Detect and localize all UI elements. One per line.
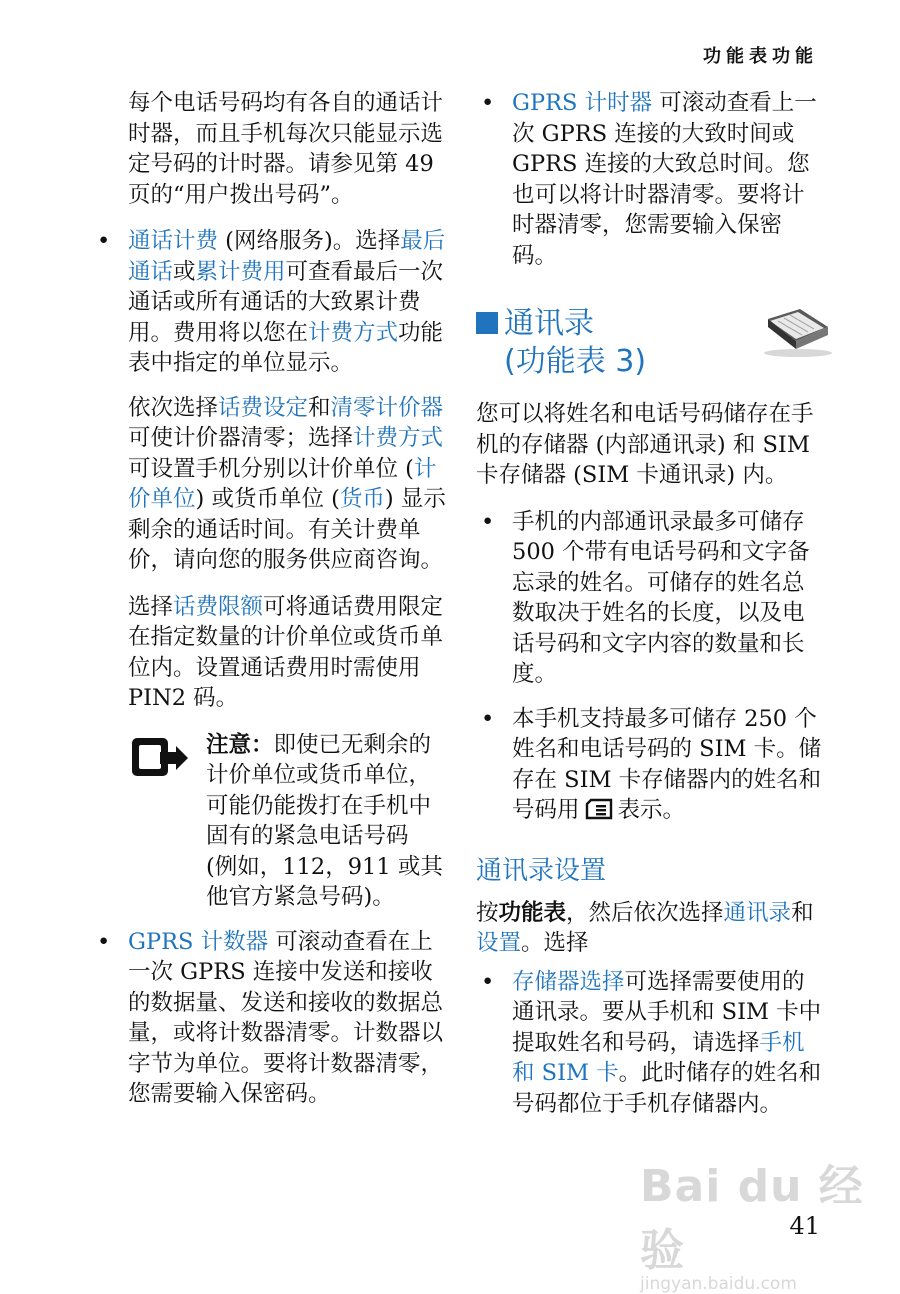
- text-run: 。选择: [521, 930, 589, 956]
- bullet-sim-support: [476, 704, 826, 826]
- menu-link-phonebook: 通讯录: [723, 899, 792, 926]
- text-run: 按: [476, 899, 499, 926]
- text-run: 可滚动查看在上一次 GPRS 连接中发送和接收的数据量、发送和接收的数据总量，或将计数器清零。计数器以字节为单位。要将计数器清零，您需要输入保密码。: [128, 928, 444, 1107]
- menu-link-total-cost: 累计费用: [195, 258, 286, 285]
- page-number: 41: [789, 1212, 820, 1240]
- text-run: 本手机支持最多可储存 250 个姓名和电话号码的 SIM 卡。储存在 SIM 卡存储器内的姓名和号码用: [512, 705, 822, 823]
- bullet-dot: •: [481, 705, 495, 732]
- menu-link-last-call: 最后通话: [128, 228, 446, 285]
- bullet-gprs-timer: [476, 88, 826, 271]
- baidu-watermark: [640, 1150, 870, 1294]
- menu-link-charging-mode: 计费方式: [308, 319, 399, 346]
- running-header: 功能表功能: [703, 46, 818, 67]
- bullet-gprs-counter: [92, 927, 446, 1110]
- menu-link-charging-mode: 计费方式: [353, 425, 444, 451]
- bullet-call-cost: [92, 226, 446, 379]
- text-run: 可使计价器清零；选择: [128, 425, 354, 451]
- timer-paragraph: 每个电话号码均有各自的通话计时器，而且手机每次只能显示选定号码的计时器。请参见第 49 页的“用户拨出号码”。: [128, 90, 444, 208]
- text-run: 可设置手机分别以计价单位 (: [128, 455, 414, 482]
- text-run: ) 显示剩余的通话时间。有关计费单价，请向您的服务供应商咨询。: [128, 486, 446, 573]
- phonebook-icon: [758, 305, 836, 359]
- menu-link-call-cost: 通话计费: [128, 228, 219, 254]
- bullet-dot: •: [481, 90, 495, 116]
- section-heading: [476, 305, 826, 381]
- text-run: 表示。: [617, 797, 686, 823]
- settings-paragraph: [476, 898, 826, 959]
- text-run: 可查看最后一次通话或所有通话的大致累计费用。费用将以您在: [128, 258, 444, 346]
- menu-link-memory-select: 存储器选择: [512, 968, 625, 995]
- right-column: [476, 88, 826, 1133]
- text-run: ) 或货币单位 (: [195, 486, 340, 512]
- watermark-logo: Bai du 经验: [640, 1161, 864, 1276]
- text-run: 可选择需要使用的通讯录。要从手机和 SIM 卡中提取姓名和号码，请选择: [512, 968, 822, 1056]
- text-run: 选择: [128, 593, 174, 620]
- text-run: 手机的内部通讯录最多可储存 500 个带有电话号码和文字备忘录的姓名。可储存的姓名总数取决于姓名的长度，以及电话号码和文字内容的数量和长度。: [512, 508, 810, 687]
- left-column: [92, 88, 446, 1124]
- bullet-memory-select: [476, 967, 826, 1120]
- note-block: [92, 730, 446, 913]
- menu-key-label: 功能表: [498, 899, 567, 926]
- phonebook-intro: 您可以将姓名和电话号码储存在手机的存储器 (内部通讯录) 和 SIM 卡存储器 (SIM 卡通讯录) 内。: [476, 401, 814, 488]
- note-text: 即使已无剩余的计价单位或货币单位，可能仍能拨打在手机中固有的紧急电话号码 (例如，112，911 或其他官方紧急号码)。: [206, 731, 443, 910]
- text-run: 功能表中指定的单位显示。: [128, 319, 444, 376]
- section-title: 通讯录: [504, 306, 594, 341]
- cost-limit-paragraph: [92, 592, 446, 714]
- note-label: 注意：: [206, 731, 274, 758]
- text-run: 和: [791, 899, 814, 926]
- menu-link-settings: 设置: [476, 930, 522, 956]
- menu-link-cost-settings: 话费设定: [218, 394, 309, 421]
- subsection-heading: 通讯录设置: [476, 855, 607, 886]
- bullet-dot: •: [481, 508, 495, 535]
- text-run: (网络服务)。选择: [218, 228, 401, 254]
- menu-link-units: 计价单位: [128, 455, 437, 512]
- text-run: 依次选择: [128, 394, 219, 421]
- menu-link-gprs-timer: GPRS 计时器: [512, 90, 653, 116]
- note-hand-icon: [130, 736, 190, 780]
- menu-link-gprs-counter: GPRS 计数器: [128, 928, 269, 955]
- menu-link-cost-limit: 话费限额: [173, 593, 264, 620]
- menu-link-phone-and-sim: 手机和 SIM 卡: [512, 1029, 805, 1086]
- bullet-internal-phonebook: [476, 507, 826, 690]
- text-run: ，然后依次选择: [566, 899, 724, 926]
- text-run: 和: [308, 394, 331, 421]
- section-subtitle: (功能表 3): [504, 344, 647, 379]
- reset-paragraph: [92, 393, 446, 576]
- text-run: 或: [173, 258, 196, 285]
- text-run: 。此时储存的姓名和号码都位于手机存储器内。: [512, 1060, 822, 1117]
- text-run: 可将通话费用限定在指定数量的计价单位或货币单位内。设置通话费用时需使用 PIN2 码。: [128, 593, 444, 711]
- sim-card-icon: [584, 798, 614, 820]
- watermark-url: jingyan.baidu.com: [640, 1274, 797, 1294]
- menu-link-clear-counters: 清零计价器: [330, 394, 444, 421]
- text-run: 可滚动查看上一次 GPRS 连接的大致时间或 GPRS 连接的大致总时间。您也可以将计时器清零。要将计时器清零，您需要输入保密码。: [512, 90, 817, 269]
- bullet-dot: •: [97, 228, 111, 254]
- menu-link-currency: 货币: [339, 486, 385, 512]
- bullet-dot: •: [481, 968, 495, 995]
- bullet-dot: •: [97, 928, 111, 955]
- section-square-icon: [476, 312, 498, 334]
